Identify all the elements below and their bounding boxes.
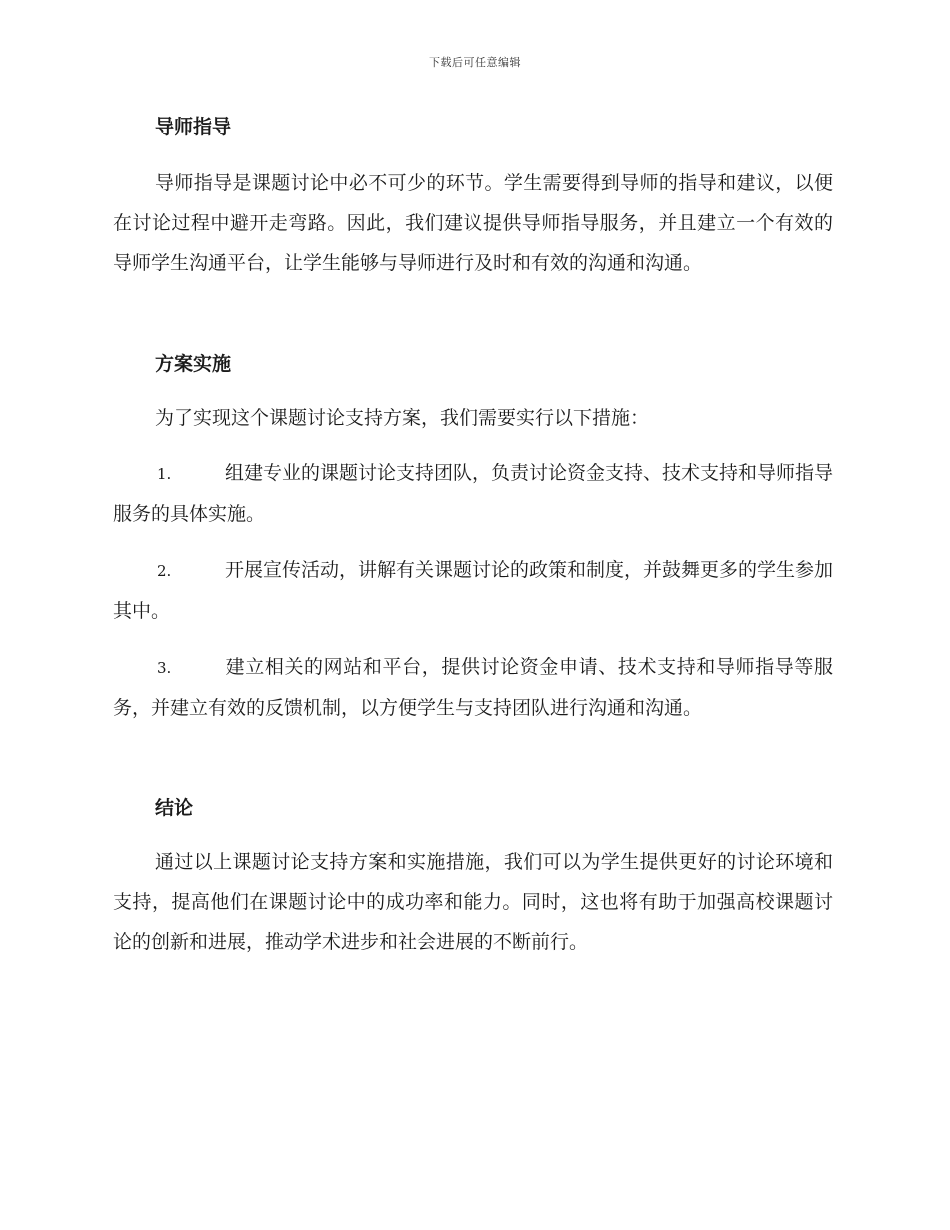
list-item-number: 2. — [157, 562, 172, 580]
section-heading-mentor: 导师指导 — [155, 116, 232, 138]
paragraph-mentor: 导师指导是课题讨论中必不可少的环节。学生需要得到导师的指导和建议，以便在讨论过程中避开走弯路。因此，我们建议提供导师指导服务，并且建立一个有效的导师学生沟通平台，让学生能够与导师进行及时和有效的沟通和沟通。 — [113, 172, 833, 274]
section-heading-implementation: 方案实施 — [155, 353, 232, 375]
list-item-3 — [113, 647, 833, 728]
list-item-1 — [113, 453, 833, 534]
list-item-2 — [113, 550, 833, 631]
list-item-number: 1. — [157, 465, 172, 483]
list-item-number: 3. — [157, 659, 172, 677]
paragraph-conclusion: 通过以上课题讨论支持方案和实施措施，我们可以为学生提供更好的讨论环境和支持，提高他们在课题讨论中的成功率和能力。同时，这也将有助于加强高校课题讨论的创新和进展，推动学术进步和社会进展的不断前行。 — [113, 851, 833, 953]
page-header: 下载后可任意编辑 — [429, 56, 521, 69]
list-item-text: 开展宣传活动，讲解有关课题讨论的政策和制度，并鼓舞更多的学生参加其中。 — [113, 559, 834, 622]
list-item-text: 建立相关的网站和平台，提供讨论资金申请、技术支持和导师指导等服务，并建立有效的反馈机制，以方便学生与支持团队进行沟通和沟通。 — [113, 656, 833, 719]
section-heading-conclusion: 结论 — [155, 797, 194, 819]
paragraph-implementation-intro: 为了实现这个课题讨论支持方案，我们需要实行以下措施： — [155, 407, 650, 429]
list-item-text: 组建专业的课题讨论支持团队，负责讨论资金支持、技术支持和导师指导服务的具体实施。 — [113, 462, 834, 525]
